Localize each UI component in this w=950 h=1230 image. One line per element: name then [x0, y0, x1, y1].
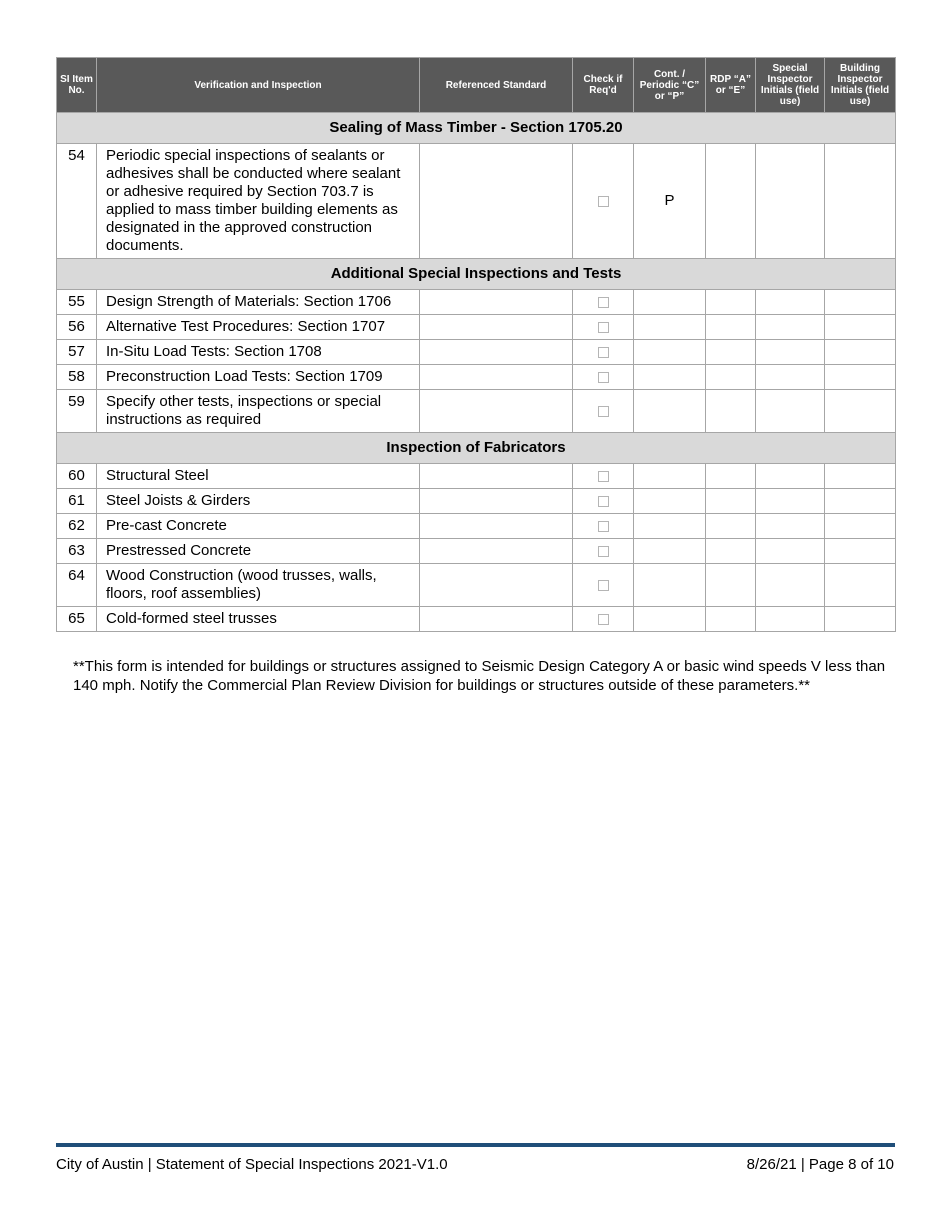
header-item-no: SI Item No. — [57, 58, 97, 113]
referenced-standard-cell[interactable] — [420, 489, 573, 514]
rdp-cell[interactable] — [706, 144, 756, 259]
verification-text: Alternative Test Procedures: Section 1707 — [97, 315, 420, 340]
item-number: 58 — [57, 365, 97, 390]
referenced-standard-cell[interactable] — [420, 340, 573, 365]
check-cell — [573, 489, 634, 514]
item-number: 61 — [57, 489, 97, 514]
building-inspector-initials-cell[interactable] — [825, 290, 896, 315]
table-header-row — [57, 58, 896, 113]
item-number: 59 — [57, 390, 97, 433]
section-header-row — [57, 259, 896, 290]
cont-periodic-cell — [634, 315, 706, 340]
item-number: 54 — [57, 144, 97, 259]
table-row — [57, 144, 896, 259]
referenced-standard-cell[interactable] — [420, 464, 573, 489]
required-checkbox[interactable] — [598, 406, 609, 417]
required-checkbox[interactable] — [598, 614, 609, 625]
required-checkbox[interactable] — [598, 322, 609, 333]
cont-periodic-cell — [634, 564, 706, 607]
verification-text: Cold-formed steel trusses — [97, 607, 420, 632]
building-inspector-initials-cell[interactable] — [825, 365, 896, 390]
rdp-cell[interactable] — [706, 539, 756, 564]
special-inspector-initials-cell[interactable] — [756, 607, 825, 632]
cont-periodic-cell — [634, 390, 706, 433]
referenced-standard-cell[interactable] — [420, 290, 573, 315]
special-inspections-table — [56, 57, 896, 632]
special-inspector-initials-cell[interactable] — [756, 514, 825, 539]
required-checkbox[interactable] — [598, 471, 609, 482]
building-inspector-initials-cell[interactable] — [825, 315, 896, 340]
table-row — [57, 564, 896, 607]
table-row — [57, 315, 896, 340]
header-special-inspector-initials: Special Inspector Initials (field use) — [756, 58, 825, 113]
referenced-standard-cell[interactable] — [420, 514, 573, 539]
table-row — [57, 607, 896, 632]
cont-periodic-cell — [634, 340, 706, 365]
section-title: Sealing of Mass Timber - Section 1705.20 — [57, 113, 896, 144]
item-number: 60 — [57, 464, 97, 489]
table-row — [57, 365, 896, 390]
required-checkbox[interactable] — [598, 372, 609, 383]
required-checkbox[interactable] — [598, 580, 609, 591]
check-cell — [573, 390, 634, 433]
special-inspector-initials-cell[interactable] — [756, 390, 825, 433]
referenced-standard-cell[interactable] — [420, 365, 573, 390]
verification-text: Periodic special inspections of sealants or adhesives shall be conducted where sealant or adhesive required by Section 703.7 is applied to mass timber building elements as designated in the approved construction documents. — [97, 144, 420, 259]
special-inspector-initials-cell[interactable] — [756, 365, 825, 390]
section-title: Additional Special Inspections and Tests — [57, 259, 896, 290]
verification-text: Steel Joists & Girders — [97, 489, 420, 514]
check-cell — [573, 464, 634, 489]
special-inspector-initials-cell[interactable] — [756, 564, 825, 607]
rdp-cell[interactable] — [706, 340, 756, 365]
rdp-cell[interactable] — [706, 315, 756, 340]
special-inspector-initials-cell[interactable] — [756, 315, 825, 340]
table-row — [57, 539, 896, 564]
referenced-standard-cell[interactable] — [420, 315, 573, 340]
verification-text: Structural Steel — [97, 464, 420, 489]
header-rdp: RDP “A” or “E” — [706, 58, 756, 113]
rdp-cell[interactable] — [706, 514, 756, 539]
referenced-standard-cell[interactable] — [420, 144, 573, 259]
special-inspector-initials-cell[interactable] — [756, 539, 825, 564]
check-cell — [573, 144, 634, 259]
building-inspector-initials-cell[interactable] — [825, 144, 896, 259]
rdp-cell[interactable] — [706, 564, 756, 607]
verification-text: In-Situ Load Tests: Section 1708 — [97, 340, 420, 365]
item-number: 65 — [57, 607, 97, 632]
verification-text: Pre-cast Concrete — [97, 514, 420, 539]
section-title: Inspection of Fabricators — [57, 433, 896, 464]
referenced-standard-cell[interactable] — [420, 564, 573, 607]
building-inspector-initials-cell[interactable] — [825, 607, 896, 632]
cont-periodic-cell — [634, 489, 706, 514]
cont-periodic-cell: P — [634, 144, 706, 259]
building-inspector-initials-cell[interactable] — [825, 464, 896, 489]
verification-text: Wood Construction (wood trusses, walls, floors, roof assemblies) — [97, 564, 420, 607]
referenced-standard-cell[interactable] — [420, 390, 573, 433]
cont-periodic-cell — [634, 514, 706, 539]
item-number: 63 — [57, 539, 97, 564]
header-building-inspector-initials: Building Inspector Initials (field use) — [825, 58, 896, 113]
check-cell — [573, 564, 634, 607]
required-checkbox[interactable] — [598, 196, 609, 207]
header-verification: Verification and Inspection — [97, 58, 420, 113]
section-header-row — [57, 113, 896, 144]
footer-form-title: City of Austin | Statement of Special Inspections 2021-V1.0 — [56, 1156, 448, 1173]
table-row — [57, 464, 896, 489]
building-inspector-initials-cell[interactable] — [825, 514, 896, 539]
check-cell — [573, 539, 634, 564]
table-row — [57, 514, 896, 539]
item-number: 55 — [57, 290, 97, 315]
verification-text: Prestressed Concrete — [97, 539, 420, 564]
header-cont-periodic: Cont. / Periodic “C” or “P” — [634, 58, 706, 113]
required-checkbox[interactable] — [598, 496, 609, 507]
table-row — [57, 290, 896, 315]
building-inspector-initials-cell[interactable] — [825, 390, 896, 433]
header-check-if-reqd: Check if Req'd — [573, 58, 634, 113]
cont-periodic-cell — [634, 290, 706, 315]
required-checkbox[interactable] — [598, 347, 609, 358]
special-inspector-initials-cell[interactable] — [756, 464, 825, 489]
required-checkbox[interactable] — [598, 297, 609, 308]
footer-divider — [56, 1143, 895, 1147]
building-inspector-initials-cell[interactable] — [825, 539, 896, 564]
header-referenced-standard: Referenced Standard — [420, 58, 573, 113]
special-inspector-initials-cell[interactable] — [756, 290, 825, 315]
table-row — [57, 390, 896, 433]
special-inspector-initials-cell[interactable] — [756, 489, 825, 514]
table-body — [57, 113, 896, 632]
referenced-standard-cell[interactable] — [420, 539, 573, 564]
cont-periodic-cell — [634, 464, 706, 489]
check-cell — [573, 290, 634, 315]
cont-periodic-cell — [634, 365, 706, 390]
check-cell — [573, 514, 634, 539]
check-cell — [573, 315, 634, 340]
required-checkbox[interactable] — [598, 521, 609, 532]
item-number: 62 — [57, 514, 97, 539]
footer-page-info: 8/26/21 | Page 8 of 10 — [746, 1156, 894, 1173]
table-row — [57, 489, 896, 514]
item-number: 64 — [57, 564, 97, 607]
check-cell — [573, 607, 634, 632]
check-cell — [573, 365, 634, 390]
form-note: **This form is intended for buildings or structures assigned to Seismic Design Category A or basic wind speeds V less than 140 mph. Notify the Commercial Plan Review Division for buildings or structures outside of these parameters.** — [73, 658, 886, 694]
verification-text: Specify other tests, inspections or special instructions as required — [97, 390, 420, 433]
item-number: 57 — [57, 340, 97, 365]
rdp-cell[interactable] — [706, 607, 756, 632]
building-inspector-initials-cell[interactable] — [825, 489, 896, 514]
special-inspector-initials-cell[interactable] — [756, 144, 825, 259]
verification-text: Preconstruction Load Tests: Section 1709 — [97, 365, 420, 390]
verification-text: Design Strength of Materials: Section 1706 — [97, 290, 420, 315]
rdp-cell[interactable] — [706, 464, 756, 489]
check-cell — [573, 340, 634, 365]
rdp-cell[interactable] — [706, 290, 756, 315]
building-inspector-initials-cell[interactable] — [825, 564, 896, 607]
cont-periodic-cell — [634, 607, 706, 632]
special-inspector-initials-cell[interactable] — [756, 340, 825, 365]
building-inspector-initials-cell[interactable] — [825, 340, 896, 365]
rdp-cell[interactable] — [706, 489, 756, 514]
referenced-standard-cell[interactable] — [420, 607, 573, 632]
section-header-row — [57, 433, 896, 464]
rdp-cell[interactable] — [706, 365, 756, 390]
cont-periodic-cell — [634, 539, 706, 564]
rdp-cell[interactable] — [706, 390, 756, 433]
table-row — [57, 340, 896, 365]
item-number: 56 — [57, 315, 97, 340]
required-checkbox[interactable] — [598, 546, 609, 557]
